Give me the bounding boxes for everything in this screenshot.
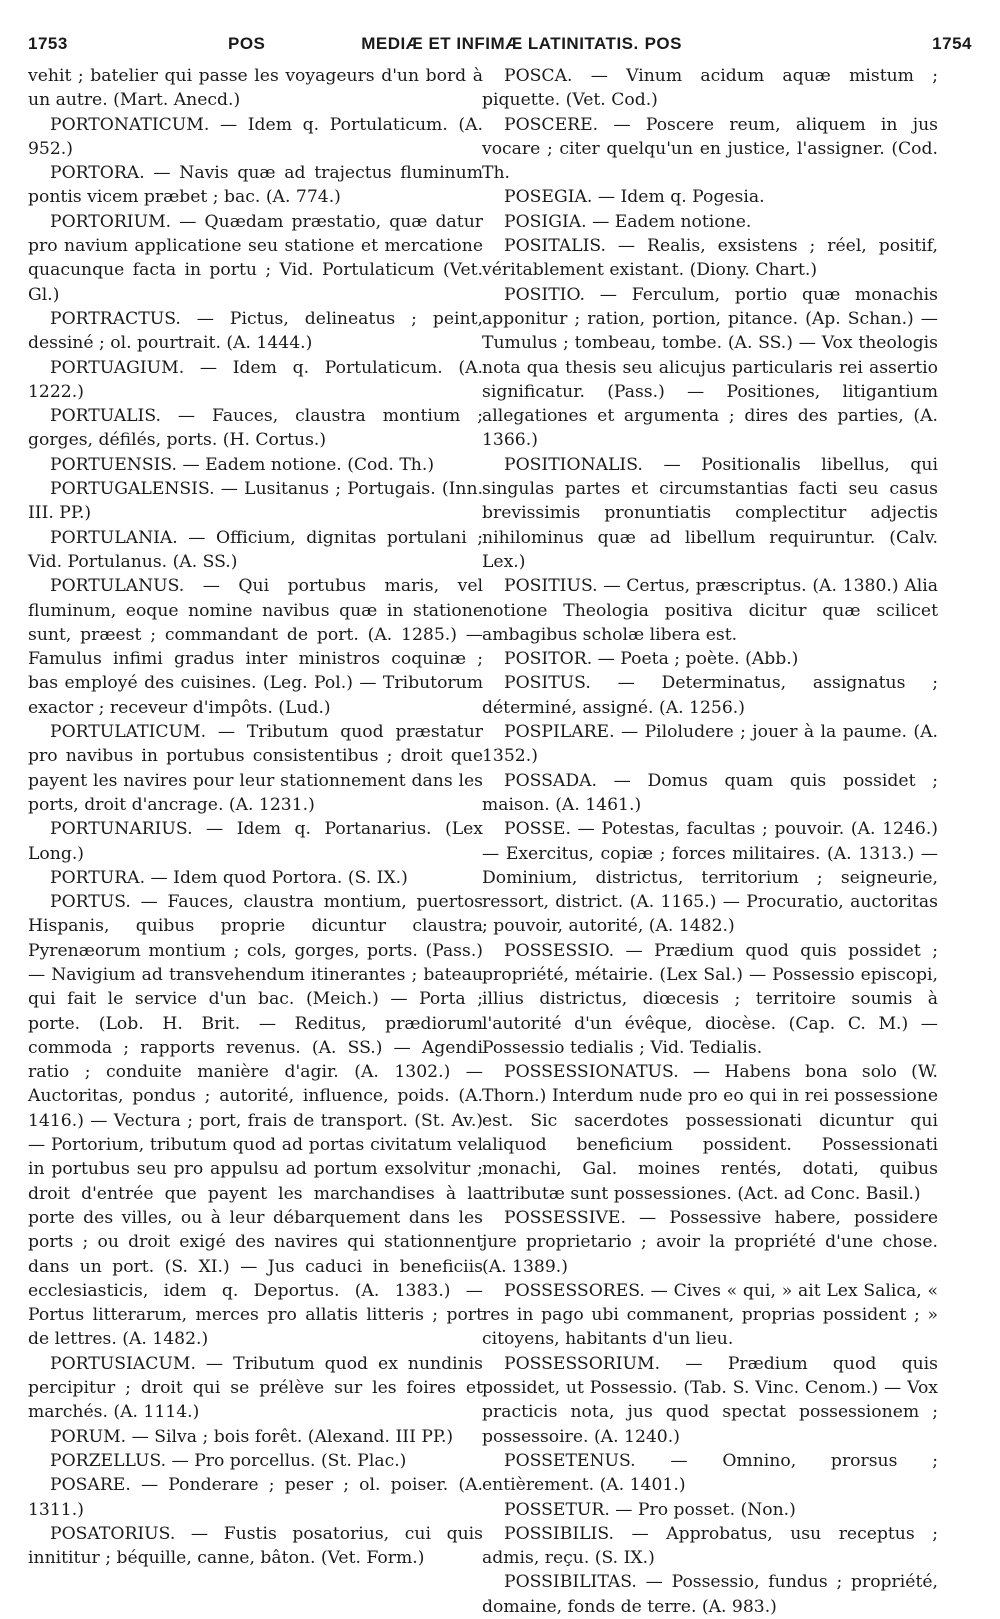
running-word-left: POS: [228, 34, 266, 53]
dictionary-entry: POSITIUS. — Certus, præscriptus. (A. 1380.) Alia notione Theologia positiva dicitur quæ scilicet ambagibus scholæ libera est.: [482, 576, 938, 645]
dictionary-entry: PORUM. — Silva ; bois forêt. (Alexand. III PP.): [50, 1426, 454, 1447]
dictionary-entry: PORTUENSIS. — Eadem notione. (Cod. Th.): [50, 454, 435, 475]
dictionary-entry: POSATORIUS. — Fustis posatorius, cui quis innititur ; béquille, canne, bâton. (Vet. Form.): [28, 1523, 483, 1569]
dictionary-entry: POSIGIA. — Eadem notione.: [504, 211, 752, 232]
dictionary-entry: POSSESSIO. — Prædium quod quis possidet ; propriété, métairie. (Lex Sal.) — Possessio episcopi, illius districtus, diœcesis ; territoire soumis à l'autorité d'un évêque, diocèse. (Cap. C. M.) — Possessio tedialis ; Vid. Tedialis.: [482, 940, 938, 1058]
dictionary-entry: PORTUGALENSIS. — Lusitanus ; Portugais. (Inn. III. PP.): [28, 479, 483, 524]
page-number-right: 1754: [932, 34, 972, 53]
page-header: [28, 34, 972, 60]
dictionary-entry: POSSE. — Potestas, facultas ; pouvoir. (A. 1246.) — Exercitus, copiæ ; forces militaires. (A. 1313.) — Dominium, districtus, territorium ; seigneurie, ressort, district. (A. 1165.) — Procuratio, auctoritas ; pouvoir, autorité, (A. 1482.): [482, 819, 938, 937]
dictionary-entry: POSSIBILITAS. — Possessio, fundus ; propriété, domaine, fonds de terre. (A. 983.): [482, 1572, 938, 1617]
dictionary-entry: PORTUAGIUM. — Idem q. Portulaticum. (A. 1222.): [28, 357, 483, 402]
dictionary-entry: POSSESSORES. — Cives « qui, » ait Lex Salica, « res in pago ubi commanent, proprias possident ; » citoyens, habitants d'un lieu.: [482, 1280, 938, 1350]
dictionary-entry: POSPILARE. — Piloludere ; jouer à la paume. (A. 1352.): [482, 722, 938, 767]
dictionary-entry: POSARE. — Ponderare ; peser ; ol. poiser. (A. 1311.): [28, 1475, 483, 1520]
dictionary-entry: PORTURA. — Idem quod Portora. (S. IX.): [50, 867, 408, 888]
dictionary-entry: POSSETUR. — Pro posset. (Non.): [504, 1499, 796, 1520]
dictionary-entry: POSSESSORIUM. — Prædium quod quis possidet, ut Possessio. (Tab. S. Vinc. Cenom.) — Vox practicis nota, jus quod spectat possessionem ; possessoire. (A. 1240.): [482, 1353, 938, 1447]
dictionary-entry: PORTUSIACUM. — Tributum quod ex nundinis percipitur ; droit qui se prélève sur les foires et marchés. (A. 1114.): [28, 1353, 483, 1423]
dictionary-entry: PORTULATICUM. — Tributum quod præstatur pro navibus in portubus consistentibus ; droit que payent les navires pour leur stationnement dans les ports, droit d'ancrage. (A. 1231.): [28, 722, 483, 815]
dictionary-entry: PORZELLUS. — Pro porcellus. (St. Plac.): [50, 1450, 407, 1471]
dictionary-entry: PORTRACTUS. — Pictus, delineatus ; peint, dessiné ; ol. pourtrait. (A. 1444.): [28, 308, 483, 354]
dictionary-entry: POSSADA. — Domus quam quis possidet ; maison. (A. 1461.): [482, 770, 938, 815]
dictionary-entry: PORTULANUS. — Qui portubus maris, vel fluminum, eoque nomine navibus quæ in statione sunt, præest ; commandant de port. (A. 1285.) — Famulus infimi gradus inter ministros coquinæ ; bas employé des cuisines. (Leg. Pol.) — Tributorum exactor ; receveur d'impôts. (Lud.): [28, 576, 483, 718]
left-column: [28, 64, 483, 1569]
dictionary-entry: PORTUNARIUS. — Idem q. Portanarius. (Lex Long.): [28, 819, 483, 864]
dictionary-entry: POSSESSIVE. — Possessive habere, possidere jure proprietario ; avoir la propriété d'une chose. (A. 1389.): [482, 1207, 938, 1277]
page-number-left: 1753: [28, 34, 68, 53]
dictionary-entry: PORTONATICUM. — Idem q. Portulaticum. (A. 952.): [28, 114, 483, 159]
dictionary-entry: POSSETENUS. — Omnino, prorsus ; entièrement. (A. 1401.): [482, 1450, 938, 1496]
running-title: MEDIÆ ET INFIMÆ LATINITATIS.: [361, 34, 639, 53]
running-word-right: POS: [644, 34, 682, 53]
right-column: [482, 64, 938, 1617]
dictionary-entry: POSEGIA. — Idem q. Pogesia.: [504, 187, 765, 208]
dictionary-entry: PORTORIUM. — Quædam præstatio, quæ datur pro navium applicatione seu statione et mercatione quacunque facta in portu ; Vid. Portulaticum (Vet. Gl.): [28, 211, 483, 305]
dictionary-entry: POSITIONALIS. — Positionalis libellus, qui singulas partes et circumstantias facti seu casus brevissimis pronuntiatis complectitur adjectis nihilominus quæ ad libellum requiruntur. (Calv. Lex.): [482, 454, 938, 572]
dictionary-entry: vehit ; batelier qui passe les voyageurs d'un bord à un autre. (Mart. Anecd.): [28, 66, 483, 111]
dictionary-entry: PORTORA. — Navis quæ ad trajectus fluminum pontis vicem præbet ; bac. (A. 774.): [28, 163, 483, 208]
dictionary-entry: POSITOR. — Poeta ; poète. (Abb.): [504, 649, 799, 670]
dictionary-entry: PORTUALIS. — Fauces, claustra montium ; gorges, défilés, ports. (H. Cortus.): [28, 406, 483, 451]
dictionary-entry: POSITUS. — Determinatus, assignatus ; déterminé, assigné. (A. 1256.): [482, 673, 938, 718]
dictionary-entry: POSSIBILIS. — Approbatus, usu receptus ; admis, reçu. (S. IX.): [482, 1523, 938, 1569]
dictionary-entry: POSCERE. — Poscere reum, aliquem in jus vocare ; citer quelqu'un en justice, l'assigner. (Cod. Th.: [482, 114, 938, 184]
dictionary-entry: PORTULANIA. — Officium, dignitas portulani ; Vid. Portulanus. (A. SS.): [28, 527, 483, 572]
dictionary-entry: PORTUS. — Fauces, claustra montium, puertos Hispanis, quibus proprie dicuntur claustra Pyrenæorum montium ; cols, gorges, ports. (Pass.) — Navigium ad transvehendum itinerantes ; bateau qui fait le service d'un bac. (Meich.) — Porta ; porte. (Lob. H. Brit. — Reditus, prædiorum commoda ; rapports revenus. (A. SS.) — Agendi ratio ; conduite manière d'agir. (A. 1302.) — Auctoritas, pondus ; autorité, influence, poids. (A. 1416.) — Vectura ; port, frais de transport. (St. Av.) — Portorium, tributum quod ad portas civitatum vel in portubus seu pro appulsu ad portum exsolvitur ; droit d'entrée que payent les marchandises à la porte des villes, ou à leur débarquement dans les ports ; ou droit exigé des navires qui stationnent dans un port. (S. XI.) — Jus caduci in beneficiis ecclesiasticis, idem q. Deportus. (A. 1383.) — Portus litterarum, merces pro allatis litteris ; port de lettres. (A. 1482.): [28, 892, 483, 1350]
dictionary-entry: POSITALIS. — Realis, exsistens ; réel, positif, véritablement existant. (Diony. Chart.): [482, 236, 938, 281]
dictionary-entry: POSITIO. — Ferculum, portio quæ monachis apponitur ; ration, portion, pitance. (Ap. Schan.) — Tumulus ; tombeau, tombe. (A. SS.) — Vox theologis nota qua thesis seu alicujus particularis rei assertio significatur. (Pass.) — Positiones, litigantium allegationes et argumenta ; dires des parties, (A. 1366.): [482, 284, 938, 451]
dictionary-entry: POSCA. — Vinum acidum aquæ mistum ; piquette. (Vet. Cod.): [482, 66, 938, 111]
dictionary-entry: POSSESSIONATUS. — Habens bona solo (W. Thorn.) Interdum nude pro eo qui in rei possessione est. Sic sacerdotes possessionati dicuntur qui aliquod beneficium possident. Possessionati monachi, Gal. moines rentés, dotati, quibus attributæ sunt possessiones. (Act. ad Conc. Basil.): [482, 1062, 938, 1204]
